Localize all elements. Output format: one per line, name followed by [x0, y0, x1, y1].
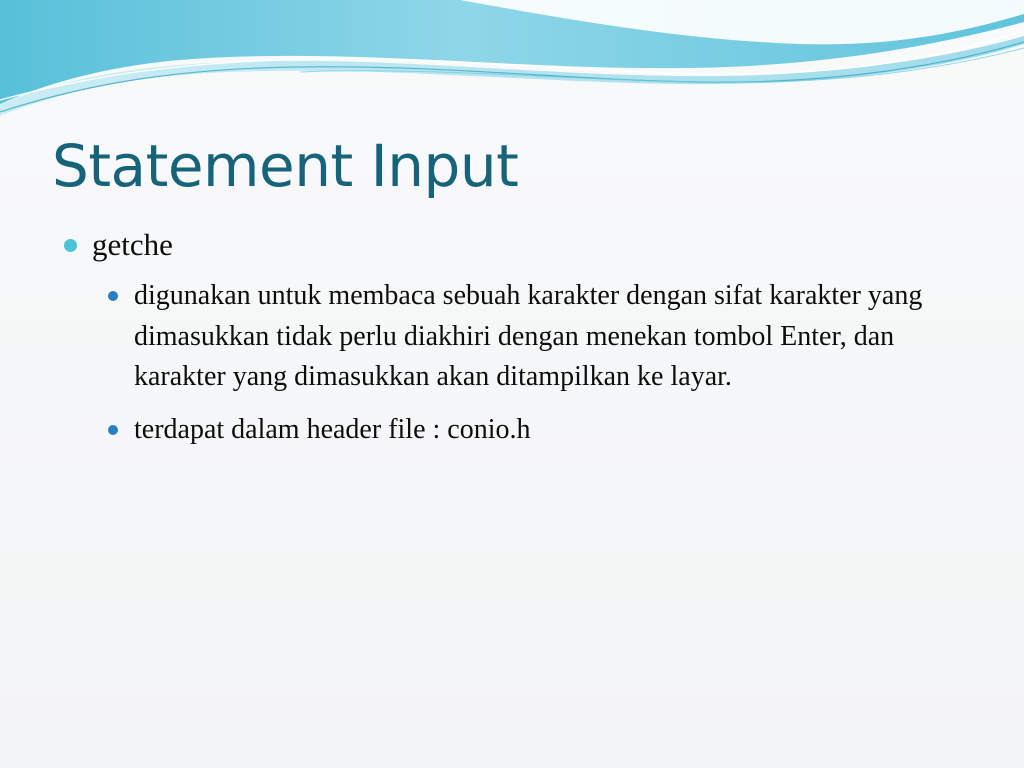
bullet-dot-icon: [64, 239, 77, 252]
slide-title: Statement Input: [52, 132, 519, 200]
bullet-text: getche: [92, 227, 173, 262]
bullet-list: [64, 224, 944, 462]
sub-bullet-item-header-file: [108, 410, 944, 451]
sub-bullet-text: digunakan untuk membaca sebuah karakter dengan sifat karakter yang dimasukkan tidak perlu diakhiri dengan menekan tombol Enter, dan karakter yang dimasukkan akan ditampilkan ke layar.: [134, 280, 923, 392]
sub-bullet-text: terdapat dalam header file : conio.h: [134, 413, 531, 445]
header-wave-decoration: [0, 0, 1024, 130]
sub-bullet-dot-icon: [108, 425, 118, 435]
sub-bullet-item-description: [108, 276, 944, 398]
sub-bullet-list: [64, 276, 944, 450]
sub-bullet-dot-icon: [108, 291, 118, 301]
bullet-item-getche: [64, 224, 944, 266]
